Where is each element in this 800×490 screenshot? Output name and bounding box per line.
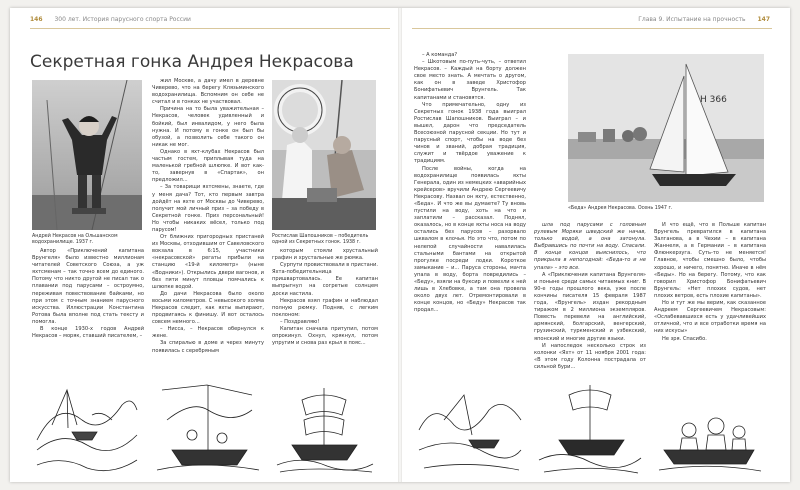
- left-column-2: [152, 78, 264, 374]
- paragraph: – А команда?: [422, 52, 458, 58]
- paragraph: шла под парусами с головным рулевым Моряки шведский же начав, только водой, а она затонула. Выбравшись по почти на воду. Спасали. В конце концов выяснилось, что прикрыла в непогодной: «Беда-то и не упала» – это все.: [534, 222, 646, 271]
- left-column-3: [272, 248, 378, 374]
- paragraph: И напоследок несколько строк из колонки «Яхт» от 11 ноября 2001 года: «В этом году Колонна пострадала от сильной бури...: [534, 342, 646, 370]
- paragraph: А «Приключения капитана Врунгеля» и поныне среди самых читаемых книг. В 90-е годы прошлого века, уже после кончины писателя 15 февраля 1987 года, «Врунгель» издан рекордным тиражом в 2 миллиона экземпляров. Повесть перевели на английский, армянский, болгарский, венгерский, грузинский, туркменский и узбекский, японский и многие другие языки.: [534, 271, 646, 342]
- paragraph: Что примечательно, одну из Секретных гонок 1938 года выиграл Ростислав Шапошников. Выиграл – и вышел, дарон что председатель Всесоюзной парусной секции. Но тут и парусный спорт, чтобы на воде без чинов и званий, добрая традиция, служит и твёрдое уважение к традициям.: [414, 101, 526, 165]
- yacht-photo-caption: «Беда» Андрея Некрасова. Осень 1947 г.: [568, 206, 673, 211]
- paragraph: Автор «Приключений капитана Врунгеля» было известно миллионам читателей Советского Союза, а уж яхтсменам – так точно всем до единого. Потому что никто другой не писал так о плавании под парусами – остроумно, переживая повествование байками, но при этом с точным знанием парусного искусства. Иллюстрации Константина Ротова была вполне под стать тексту и помогла.: [32, 248, 144, 325]
- paragraph: Некрасов взял графин и наблюдал полную рюмку. Подняв, с легким поклоном:: [272, 297, 378, 318]
- left-header-rule: [30, 28, 390, 29]
- paragraph: которым стояли хрустальный графин и хрустальные же рюмка.: [272, 248, 378, 262]
- illustration-sailors: [152, 380, 264, 476]
- left-column-1: [32, 248, 144, 374]
- book-spread: [10, 8, 790, 482]
- paragraph: Капитан сначала притупил, потом опрокинул. Охнул, крякнул, потом упругим и снова раз крыл в пояс...: [272, 326, 378, 347]
- paragraph: Не зря. Спасибо.: [662, 335, 707, 342]
- sail-number-label: Н 366: [700, 95, 727, 105]
- paragraph: – Шкотовым по-путь-чуть, – ответил Некрасов. – Каждый на борту должен свое место знать. А мечтать о другом, как он в заведе Христофор Бонифатьевич Врунгель. Так капитанами и становятся.: [414, 59, 526, 101]
- illustration-crew: [654, 380, 766, 476]
- left-folio: 146: [30, 16, 43, 23]
- left-running-head: [30, 16, 191, 23]
- photo-nekrasov: [32, 80, 142, 230]
- paragraph: Однако в яхт-клубах Некрасов был частым гостем, приплывая туда на маленькой гребной шлюпке. И вот как-то, завернув в «Спартак», он предложил...: [152, 148, 264, 184]
- illustration-wave: [32, 380, 142, 476]
- photo1-caption: Андрей Некрасов на Ольшанском водохранилище. 1937 г.: [32, 234, 118, 245]
- paragraph: – За товарищи яхтсмены, знаете, где у меня дача? Тот, кто первым завтра дойдёт на яхте от Москвы до Чиверево, получит мой личный приз – за победу в Секретной гонке. Приз персональный! Но чтобы никаких вёсел, только под парусом!: [152, 184, 264, 233]
- right-column-1: [414, 52, 526, 374]
- paragraph: жил Москве, а дачу имел в деревне Чиверево, что на берегу Клязьминского водохранилища. Вспомним он себе не считал и в гонках не участвовал.: [152, 78, 264, 106]
- paragraph: До дачи Некрасова было около восьми километров. С невысокого холма Некрасов следит, как яхты выпирают, продвигаясь к финишу. И вот осталось совсем немного...: [152, 290, 264, 326]
- book-title: 300 лет. История парусного спорта России: [54, 16, 191, 23]
- illustration-storm: [414, 380, 526, 476]
- paragraph: И что ещё, что в Польше капитан Врунгель превратился в капитана Залганова, а в Чехии – в капитана Жаннеля, а в Германии – в капитана Флюнкерзуга. Суть-то не меняется! Главное, чтобы смешно было, чтобы хорошо, и ничего, понятно. Иначе в нём «Беды». Но на берегу. Потому, что как говорил Христофор Бонифатьевич Врунгель: «Нет плохих судов, нет плохих ветров, есть плохие капитаны».: [654, 222, 766, 299]
- right-column-2: [534, 222, 646, 374]
- paragraph: Причина на то была уважительная – Некрасов, человек удивленный и бойкий, был инвалидом, у него была нужна. И потому в гонке он был бы обузой, а позволить себе такого он никак не мог.: [152, 106, 264, 148]
- paragraph: Сурпути провиствовали в пристани. Яхта-победительница пришвартовалась. Ее капитан выпрыгнул на согретые солнцем доски настила.: [272, 262, 378, 297]
- article-heading: Секретная гонка Андрея Некрасова: [30, 52, 354, 72]
- right-running-head: [638, 16, 770, 23]
- chapter-title: Глава 9. Испытание на прочность: [638, 16, 746, 23]
- right-header-rule: [412, 28, 772, 29]
- left-page: [10, 8, 400, 482]
- paragraph: – Нисса, – Некрасов обернулся к жене.: [152, 326, 264, 340]
- paragraph: – Поздравляю!: [280, 318, 320, 325]
- right-column-3: [654, 222, 766, 374]
- illustration-ship: [272, 380, 378, 476]
- right-page: [400, 8, 790, 482]
- photo2-caption: Ростислав Шапошников – победитель одной из Секретных гонок. 1938 г.: [272, 234, 369, 245]
- paragraph: За спиралью в доме и через минуту появилась с серебряным: [152, 340, 264, 354]
- illustration-wreck: [534, 380, 646, 476]
- right-folio: 147: [757, 16, 770, 23]
- photo-beda-yacht: [568, 54, 764, 202]
- paragraph: Но и тут же мы верим, как сказанное Андреем Сергеевичем Некрасовым: «Ослабевавшихся есть у удачливейших отличной, что и все отработки время на них искусы»: [654, 300, 766, 335]
- paragraph: В конце 1930-х годов Андрей Некрасов – моряк, ставший писателем, –: [32, 326, 144, 340]
- paragraph: От ближних пригородных пристаней из Москвы, отходившим от Савеловского вокзала в 6:15, участники «некрасовской» регаты прибыли на станцию «19-й километр» (ныне «Водники»). Открылись двери вагонов, и без пяти минут пловцы помчались к шлюпке водой.: [152, 234, 264, 290]
- paragraph: После войны, когда на водохранилище появилась яхты Генерала, один из немецких «аварийных крейсеров» вручили Андрею Сергеевичу Некрасову. Назвал он яхту, естественно, «Беда». И что же вы думаете? Ту вновь пустили на воду, хоть на что и заплатили – рассказал. Поднял, оказалось, но в конце яхты носа на воду остались без парусов – разорвало шквалом в клочья. Но это что, потом по нелепой случайности навалилась стальными бантами на открытой прогулке посреди лодки. Короткое замыкание – и... Паруса стороны, мачта упала в воду, борта повредились – «Беду», взяли на буксир и повезли к ней лишь в Хлебовке, а там она провела около двух лет. Отремонтировали в конце концов, но «Беду» Некрасов так продал...: [414, 165, 526, 314]
- photo-shaposhnikov: [272, 80, 376, 230]
